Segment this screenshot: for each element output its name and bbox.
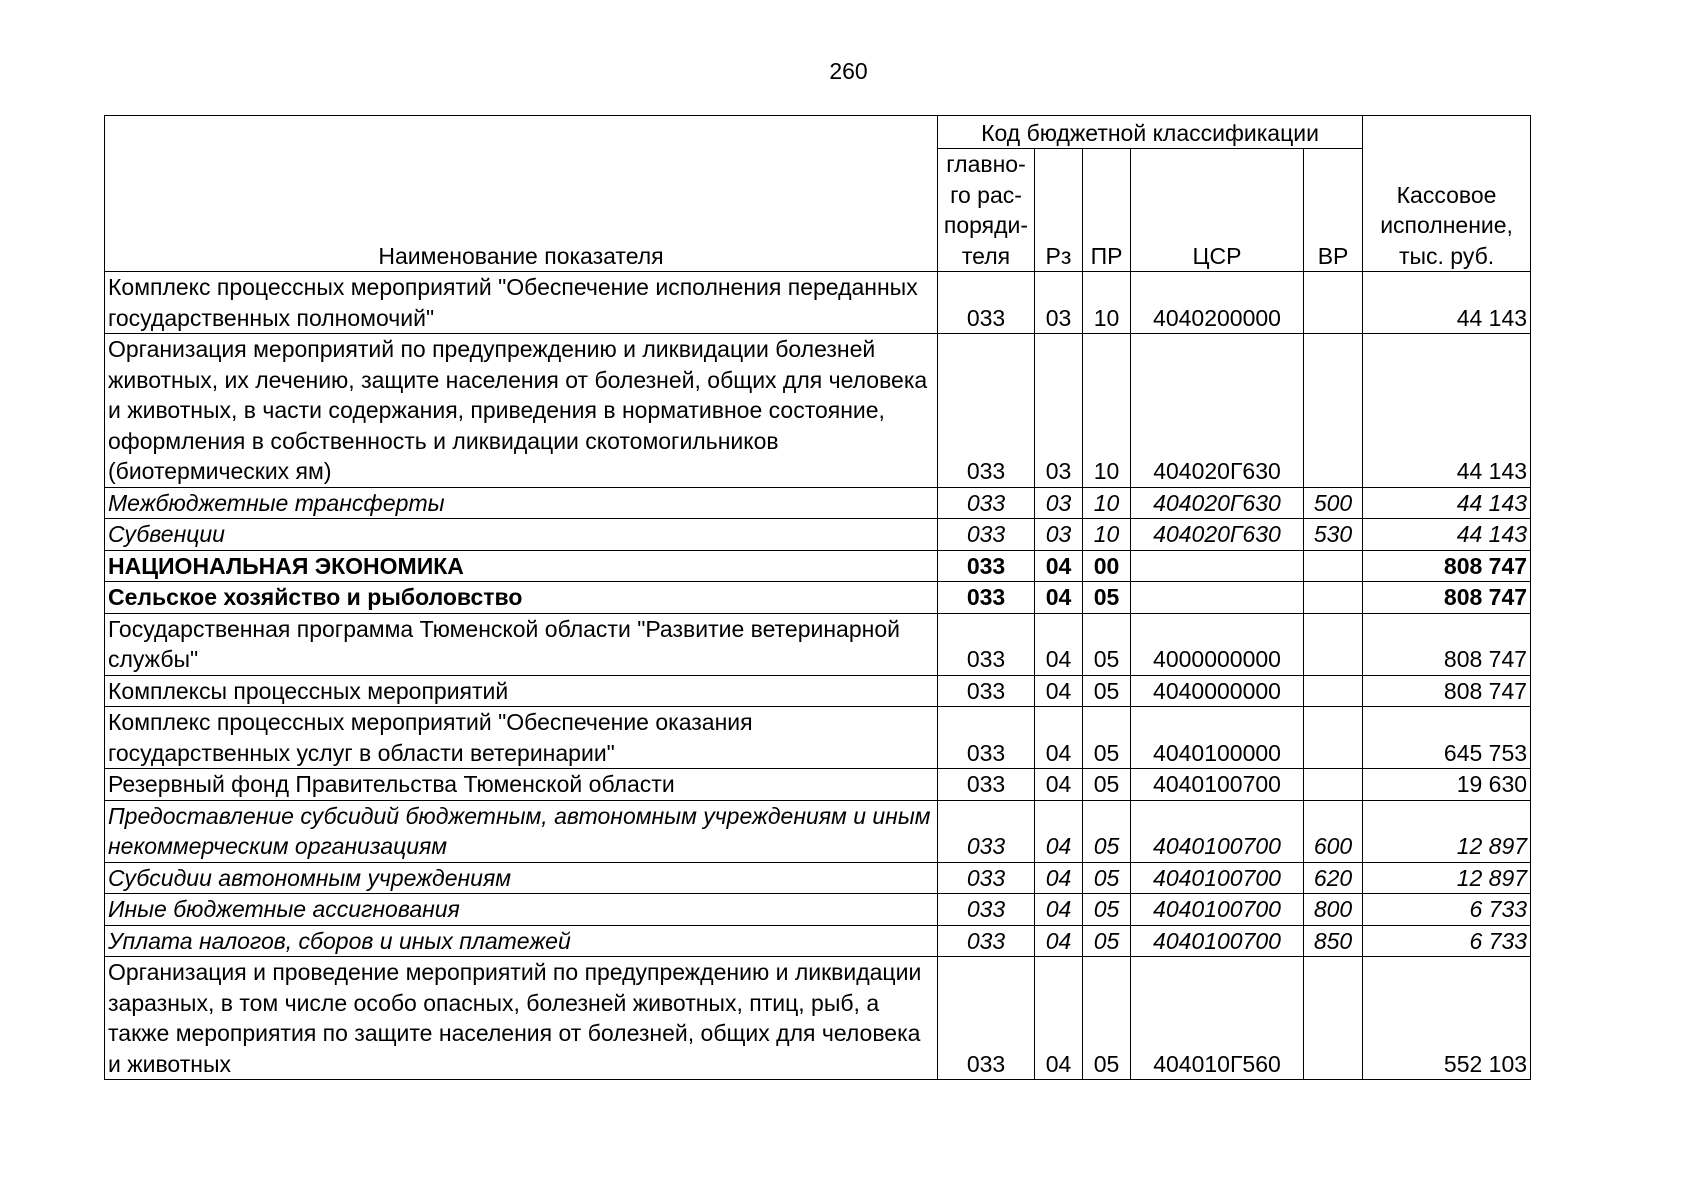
cell-pr: 00 xyxy=(1083,550,1131,582)
header-amount: Кассовое исполнение, тыс. руб. xyxy=(1363,116,1531,272)
cell-rz: 03 xyxy=(1035,487,1083,519)
cell-csr xyxy=(1131,550,1304,582)
cell-glava: 033 xyxy=(938,925,1035,957)
cell-amount: 44 143 xyxy=(1363,334,1531,488)
cell-csr: 404010Г560 xyxy=(1131,957,1304,1080)
cell-csr: 4040100700 xyxy=(1131,862,1304,894)
cell-vr: 500 xyxy=(1304,487,1363,519)
table-row xyxy=(105,800,1531,862)
cell-rz: 04 xyxy=(1035,613,1083,675)
table-row xyxy=(105,334,1531,488)
header-kbk: Код бюджетной классификации xyxy=(938,116,1363,149)
cell-csr: 4040100700 xyxy=(1131,800,1304,862)
cell-glava: 033 xyxy=(938,487,1035,519)
cell-rz: 04 xyxy=(1035,550,1083,582)
cell-amount: 44 143 xyxy=(1363,519,1531,551)
cell-pr: 10 xyxy=(1083,272,1131,334)
cell-name: Межбюджетные трансферты xyxy=(105,487,938,519)
table-row xyxy=(105,675,1531,707)
cell-amount: 808 747 xyxy=(1363,675,1531,707)
table-row xyxy=(105,582,1531,614)
cell-pr: 10 xyxy=(1083,334,1131,488)
table-row xyxy=(105,487,1531,519)
header-rz: Рз xyxy=(1035,149,1083,272)
cell-csr: 404020Г630 xyxy=(1131,334,1304,488)
table-row xyxy=(105,613,1531,675)
table-row xyxy=(105,707,1531,769)
cell-name: Комплекс процессных мероприятий "Обеспечение оказания государственных услуг в области ветеринарии" xyxy=(105,707,938,769)
cell-pr: 10 xyxy=(1083,519,1131,551)
cell-rz: 04 xyxy=(1035,894,1083,926)
cell-name: Субсидии автономным учреждениям xyxy=(105,862,938,894)
table-row xyxy=(105,550,1531,582)
cell-amount: 6 733 xyxy=(1363,925,1531,957)
cell-rz: 03 xyxy=(1035,334,1083,488)
cell-glava: 033 xyxy=(938,894,1035,926)
cell-pr: 05 xyxy=(1083,925,1131,957)
cell-name: Государственная программа Тюменской области "Развитие ветеринарной службы" xyxy=(105,613,938,675)
cell-glava: 033 xyxy=(938,800,1035,862)
cell-glava: 033 xyxy=(938,550,1035,582)
cell-vr xyxy=(1304,957,1363,1080)
cell-amount: 645 753 xyxy=(1363,707,1531,769)
cell-amount: 552 103 xyxy=(1363,957,1531,1080)
cell-rz: 04 xyxy=(1035,957,1083,1080)
cell-pr: 05 xyxy=(1083,769,1131,801)
cell-csr: 404020Г630 xyxy=(1131,487,1304,519)
cell-rz: 04 xyxy=(1035,675,1083,707)
header-pr: ПР xyxy=(1083,149,1131,272)
cell-rz: 03 xyxy=(1035,272,1083,334)
cell-vr: 620 xyxy=(1304,862,1363,894)
cell-glava: 033 xyxy=(938,582,1035,614)
cell-amount: 19 630 xyxy=(1363,769,1531,801)
table-row xyxy=(105,925,1531,957)
cell-vr xyxy=(1304,707,1363,769)
header-row-top xyxy=(105,116,1531,149)
cell-name: Предоставление субсидий бюджетным, автономным учреждениям и иным некоммерческим организациям xyxy=(105,800,938,862)
cell-rz: 04 xyxy=(1035,862,1083,894)
budget-table xyxy=(104,115,1531,1080)
cell-csr: 4040100700 xyxy=(1131,925,1304,957)
cell-glava: 033 xyxy=(938,675,1035,707)
cell-glava: 033 xyxy=(938,707,1035,769)
header-glava: главно- го рас- поряди- теля xyxy=(938,149,1035,272)
cell-name: Уплата налогов, сборов и иных платежей xyxy=(105,925,938,957)
cell-vr: 800 xyxy=(1304,894,1363,926)
cell-csr xyxy=(1131,582,1304,614)
cell-glava: 033 xyxy=(938,862,1035,894)
cell-glava: 033 xyxy=(938,519,1035,551)
cell-name: Организация мероприятий по предупреждению и ликвидации болезней животных, их лечению, защите населения от болезней, общих для человека и животных, в части содержания, приведения в нормативное состояние, оформления в собственность и ликвидации скотомогильников (биотермических ям) xyxy=(105,334,938,488)
cell-csr: 4000000000 xyxy=(1131,613,1304,675)
table-row xyxy=(105,894,1531,926)
cell-vr xyxy=(1304,769,1363,801)
cell-vr xyxy=(1304,613,1363,675)
cell-amount: 808 747 xyxy=(1363,613,1531,675)
cell-amount: 808 747 xyxy=(1363,550,1531,582)
cell-rz: 04 xyxy=(1035,582,1083,614)
cell-pr: 05 xyxy=(1083,800,1131,862)
cell-rz: 04 xyxy=(1035,800,1083,862)
cell-pr: 05 xyxy=(1083,675,1131,707)
cell-rz: 04 xyxy=(1035,769,1083,801)
cell-vr: 600 xyxy=(1304,800,1363,862)
cell-vr xyxy=(1304,675,1363,707)
cell-pr: 05 xyxy=(1083,582,1131,614)
cell-rz: 04 xyxy=(1035,925,1083,957)
cell-amount: 44 143 xyxy=(1363,272,1531,334)
table-row xyxy=(105,272,1531,334)
cell-glava: 033 xyxy=(938,334,1035,488)
cell-vr: 850 xyxy=(1304,925,1363,957)
cell-vr: 530 xyxy=(1304,519,1363,551)
cell-name: Иные бюджетные ассигнования xyxy=(105,894,938,926)
cell-name: Резервный фонд Правительства Тюменской области xyxy=(105,769,938,801)
cell-name: Сельское хозяйство и рыболовство xyxy=(105,582,938,614)
cell-pr: 05 xyxy=(1083,957,1131,1080)
cell-pr: 05 xyxy=(1083,707,1131,769)
cell-glava: 033 xyxy=(938,613,1035,675)
cell-name: Комплекс процессных мероприятий "Обеспечение исполнения переданных государственных полномочий" xyxy=(105,272,938,334)
header-name: Наименование показателя xyxy=(105,116,938,272)
cell-amount: 12 897 xyxy=(1363,862,1531,894)
cell-vr xyxy=(1304,272,1363,334)
cell-vr xyxy=(1304,550,1363,582)
cell-csr: 4040200000 xyxy=(1131,272,1304,334)
cell-vr xyxy=(1304,334,1363,488)
cell-rz: 04 xyxy=(1035,707,1083,769)
header-vr: ВР xyxy=(1304,149,1363,272)
cell-amount: 6 733 xyxy=(1363,894,1531,926)
cell-csr: 404020Г630 xyxy=(1131,519,1304,551)
cell-pr: 05 xyxy=(1083,613,1131,675)
cell-amount: 12 897 xyxy=(1363,800,1531,862)
cell-csr: 4040000000 xyxy=(1131,675,1304,707)
table-row xyxy=(105,769,1531,801)
cell-rz: 03 xyxy=(1035,519,1083,551)
cell-glava: 033 xyxy=(938,957,1035,1080)
cell-name: Комплексы процессных мероприятий xyxy=(105,675,938,707)
cell-vr xyxy=(1304,582,1363,614)
cell-csr: 4040100000 xyxy=(1131,707,1304,769)
table-row xyxy=(105,957,1531,1080)
page-number: 260 xyxy=(829,58,868,84)
cell-pr: 05 xyxy=(1083,894,1131,926)
header-csr: ЦСР xyxy=(1131,149,1304,272)
cell-pr: 05 xyxy=(1083,862,1131,894)
cell-csr: 4040100700 xyxy=(1131,769,1304,801)
table-row xyxy=(105,862,1531,894)
cell-amount: 44 143 xyxy=(1363,487,1531,519)
cell-name: Субвенции xyxy=(105,519,938,551)
cell-csr: 4040100700 xyxy=(1131,894,1304,926)
cell-name: Организация и проведение мероприятий по предупреждению и ликвидации заразных, в том числе особо опасных, болезней животных, птиц, рыб, а также мероприятия по защите населения от болезней, общих для человека и животных xyxy=(105,957,938,1080)
cell-pr: 10 xyxy=(1083,487,1131,519)
cell-name: НАЦИОНАЛЬНАЯ ЭКОНОМИКА xyxy=(105,550,938,582)
cell-glava: 033 xyxy=(938,272,1035,334)
cell-glava: 033 xyxy=(938,769,1035,801)
table-row xyxy=(105,519,1531,551)
cell-amount: 808 747 xyxy=(1363,582,1531,614)
